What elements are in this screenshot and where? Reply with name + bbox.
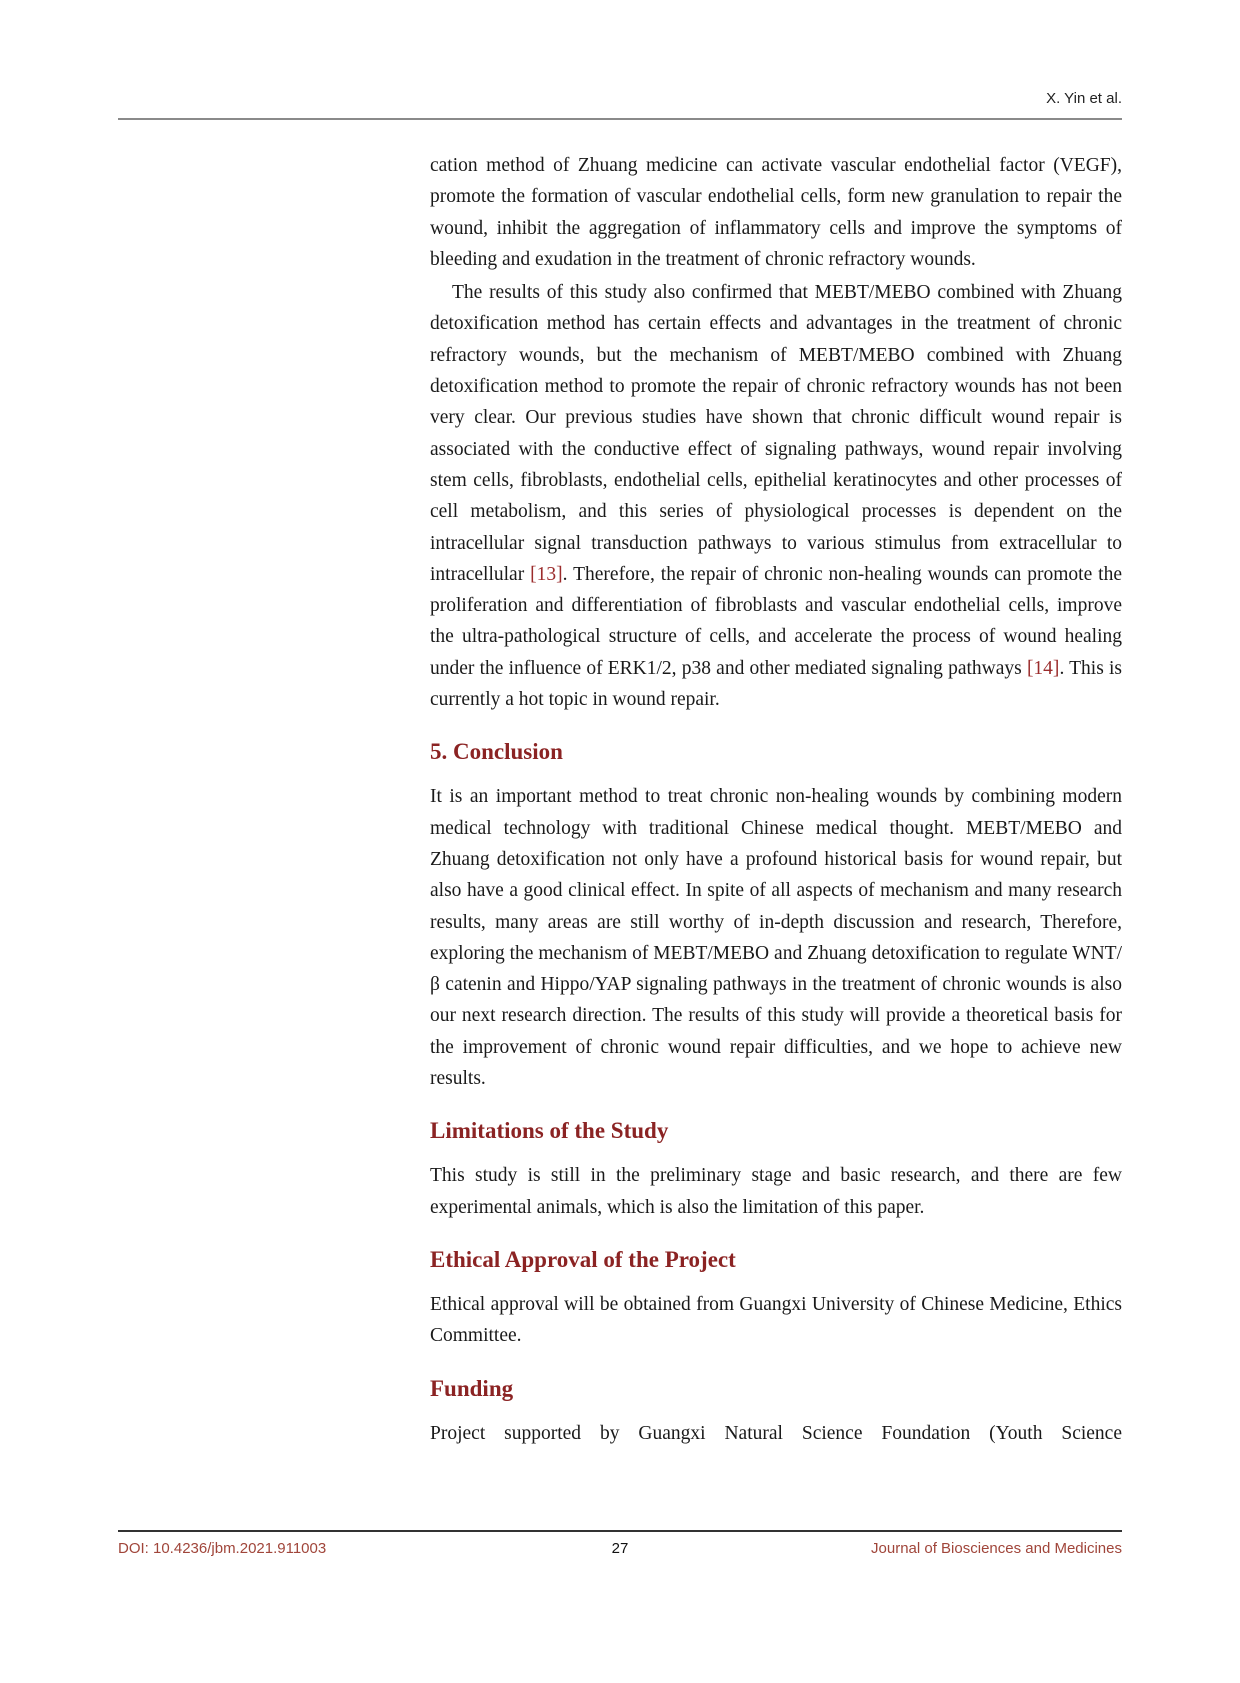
footer-doi-link[interactable]: DOI: 10.4236/jbm.2021.911003 <box>118 1540 327 1557</box>
paragraph-discussion <box>430 277 1122 715</box>
paragraph-discussion-part-2: . Therefore, the repair of chronic non-healing wounds can promote the proliferation and differentiation of fibroblasts and vascular endothelial cells, improve the ultra-pathological structure of cells, and accelerate the process of wound healing under the influence of ERK1/2, p38 and other mediated signaling pathways <box>430 563 1122 679</box>
main-content <box>430 150 1122 1449</box>
section-heading-limitations: Limitations of the Study <box>430 1118 669 1144</box>
paragraph-discussion-part-3: . This is currently a hot topic in wound repair. <box>430 657 1123 711</box>
footer-page-number: 27 <box>611 1540 629 1557</box>
section-heading-conclusion: 5. Conclusion <box>430 739 563 765</box>
footer-journal-name[interactable]: Journal of Biosciences and Medicines <box>871 1540 1122 1557</box>
citation-13[interactable]: [13] <box>530 563 563 585</box>
paragraph-conclusion: It is an important method to treat chronic non-healing wounds by combining modern medical technology with traditional Chinese medical thought. MEBT/MEBO and Zhuang detoxification not only have a profound historical basis for wound repair, but also have a good clinical effect. In spite of all aspects of mechanism and many research results, many areas are still worthy of in-depth discussion and research, Therefore, exploring the mechanism of MEBT/MEBO and Zhuang detoxification to regulate WNT/β catenin and Hippo/YAP signaling pathways in the treatment of chronic wounds is also our next research direction. The results of this study will provide a theoretical basis for the improvement of chronic wound repair difficulties, and we hope to achieve new results. <box>430 786 1122 1090</box>
paragraph-discussion-part-1: The results of this study also confirmed that MEBT/MEBO combined with Zhuang detoxification method has certain effects and advantages in the treatment of chronic refractory wounds, but the mechanism of MEBT/MEBO combined with Zhuang detoxification method to promote the repair of chronic refractory wounds has not been very clear. Our previous studies have shown that chronic difficult wound repair is associated with the conductive effect of signaling pathways, wound repair involving stem cells, fibroblasts, endothelial cells, epithelial keratinocytes and other processes of cell metabolism, and this series of physiological processes is dependent on the intracellular signal transduction pathways to various stimulus from extracellular to intracellular <box>430 282 1122 585</box>
paragraph-limitations: This study is still in the preliminary stage and basic research, and there are few experimental animals, which is also the limitation of this paper. <box>430 1165 1122 1218</box>
paragraph-continuation: cation method of Zhuang medicine can activate vascular endothelial factor (VEGF), promote the formation of vascular endothelial cells, form new granulation to repair the wound, inhibit the aggregation of inflammatory cells and improve the symptoms of bleeding and exudation in the treatment of chronic refractory wounds. <box>430 155 1122 270</box>
header-rule <box>118 118 1122 120</box>
running-header-author: X. Yin et al. <box>1046 90 1122 107</box>
paragraph-ethics: Ethical approval will be obtained from Guangxi University of Chinese Medicine, Ethics Committee. <box>430 1293 1122 1347</box>
section-heading-funding: Funding <box>430 1375 514 1401</box>
section-heading-ethics: Ethical Approval of the Project <box>430 1246 736 1272</box>
footer-rule <box>118 1530 1122 1532</box>
citation-14[interactable]: [14] <box>1026 657 1060 679</box>
paragraph-funding: Project supported by Guangxi Natural Science Foundation (Youth Science <box>430 1422 1122 1444</box>
